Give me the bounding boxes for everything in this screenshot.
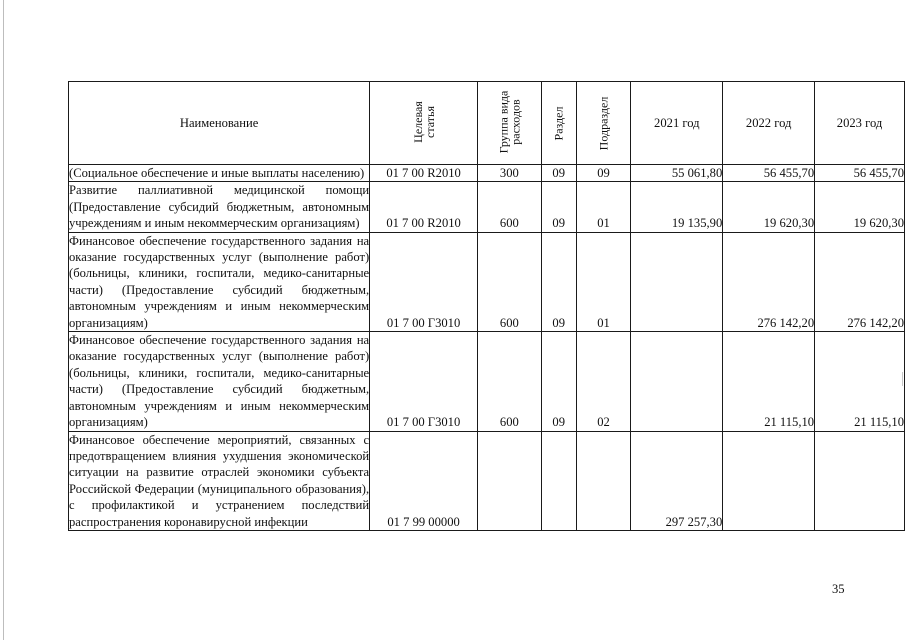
row-2023: 276 142,20 xyxy=(815,232,905,331)
header-section-label: Раздел xyxy=(551,106,566,141)
table-header-row xyxy=(69,82,905,165)
table-row xyxy=(69,431,905,530)
row-2023: 21 115,10 xyxy=(815,332,905,431)
header-group xyxy=(478,82,542,165)
row-section: 09 xyxy=(541,182,576,232)
row-subsection: 02 xyxy=(576,332,631,431)
row-name: Финансовое обеспечение государственного задания на оказание государственных услуг (выполнение работ) (больницы, клиники, госпитали, медико-санитарные части) (Предоставление субсидий бюджетным, автономным учреждениям и иным некоммерческим организациям) xyxy=(69,333,370,430)
table-row xyxy=(69,182,905,232)
row-2021: 297 257,30 xyxy=(631,431,723,530)
row-article: 01 7 00 Г3010 xyxy=(370,232,478,331)
row-2022: 276 142,20 xyxy=(723,232,815,331)
header-article-label: Целевая статья xyxy=(410,100,437,143)
row-2023: 56 455,70 xyxy=(815,165,905,182)
row-2023: 19 620,30 xyxy=(815,182,905,232)
header-section xyxy=(541,82,576,165)
row-2022: 21 115,10 xyxy=(723,332,815,431)
row-article: 01 7 99 00000 xyxy=(370,431,478,530)
header-2021: 2021 год xyxy=(631,82,723,165)
page-number: 35 xyxy=(832,582,845,596)
budget-table xyxy=(68,81,905,531)
row-name: Развитие паллиативной медицинской помощи (Предоставление субсидий бюджетным, автономным учреждениям и иным некоммерческим организациям) xyxy=(69,183,370,231)
row-section: 09 xyxy=(541,232,576,331)
row-2022: 56 455,70 xyxy=(723,165,815,182)
row-group: 600 xyxy=(478,332,542,431)
header-group-label: Группа вида расходов xyxy=(496,90,523,154)
row-article: 01 7 00 Г3010 xyxy=(370,332,478,431)
row-group: 300 xyxy=(478,165,542,182)
row-2021 xyxy=(631,232,723,331)
row-group: 600 xyxy=(478,182,542,232)
row-2021: 19 135,90 xyxy=(631,182,723,232)
header-name: Наименование xyxy=(69,82,370,165)
row-2022: 19 620,30 xyxy=(723,182,815,232)
table-row xyxy=(69,232,905,331)
header-2022: 2022 год xyxy=(723,82,815,165)
header-article xyxy=(370,82,478,165)
row-subsection: 01 xyxy=(576,182,631,232)
row-name: Финансовое обеспечение мероприятий, связанных с предотвращением влияния ухудшения экономической ситуации на развитие отраслей экономики субъекта Российской Федерации (муниципального образования), с профилактикой и устранением последствий распространения коронавирусной инфекции xyxy=(69,432,370,529)
row-2021: 55 061,80 xyxy=(631,165,723,182)
row-group xyxy=(478,431,542,530)
row-subsection: 09 xyxy=(576,165,631,182)
header-subsection-label: Подраздел xyxy=(596,96,611,151)
row-name: Финансовое обеспечение государственного задания на оказание государственных услуг (выполнение работ) (больницы, клиники, госпитали, медико-санитарные части) (Предоставление субсидий бюджетным, автономным учреждениям и иным некоммерческим организациям) xyxy=(69,233,370,330)
row-2023 xyxy=(815,431,905,530)
header-subsection xyxy=(576,82,631,165)
row-section: 09 xyxy=(541,165,576,182)
row-group: 600 xyxy=(478,232,542,331)
row-subsection xyxy=(576,431,631,530)
row-name: (Социальное обеспечение и иные выплаты населению) xyxy=(69,165,370,182)
binding-line xyxy=(3,0,4,640)
header-2023: 2023 год xyxy=(815,82,905,165)
row-article: 01 7 00 R2010 xyxy=(370,182,478,232)
row-section xyxy=(541,431,576,530)
row-2021 xyxy=(631,332,723,431)
table-row xyxy=(69,332,905,431)
row-subsection: 01 xyxy=(576,232,631,331)
row-article: 01 7 00 R2010 xyxy=(370,165,478,182)
row-section: 09 xyxy=(541,332,576,431)
row-2022 xyxy=(723,431,815,530)
table-row xyxy=(69,165,905,182)
